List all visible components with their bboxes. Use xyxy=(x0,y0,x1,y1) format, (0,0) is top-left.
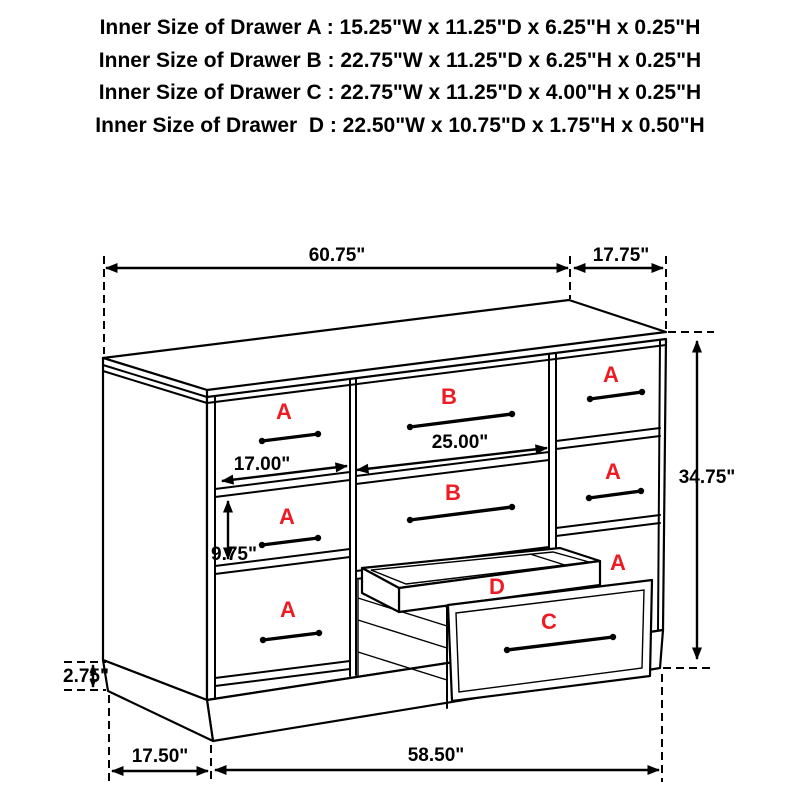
drawer-a3-left-label: A xyxy=(280,597,296,622)
drawer-a3-right-label: A xyxy=(610,550,626,575)
drawer-a2-right-label: A xyxy=(605,459,621,484)
base-height-value: 2.75" xyxy=(63,666,109,687)
inner-size-line-drawer-c: Inner Size of Drawer C : 22.75"W x 11.25"D x 4.00"H x 0.25"H xyxy=(98,81,702,104)
dresser-drawing xyxy=(103,300,666,741)
drawer-a1-right-label: A xyxy=(603,362,619,387)
drawer-b2-label: B xyxy=(445,480,461,505)
drawer-b-width-value: 25.00" xyxy=(431,432,489,453)
inner-size-line-drawer-a: Inner Size of Drawer A : 15.25"W x 11.25"D x 6.25"H x 0.25"H xyxy=(99,16,701,39)
inner-size-line-drawer-b: Inner Size of Drawer B : 22.75"W x 11.25"D x 6.25"H x 0.25"H xyxy=(98,48,702,72)
base-depth-value: 17.50" xyxy=(131,746,189,767)
drawer-d-label: D xyxy=(489,574,505,599)
depth-value: 17.75" xyxy=(592,245,650,266)
drawer-a1-left-label: A xyxy=(276,399,292,424)
overall-height-value: 34.75" xyxy=(678,467,736,488)
overall-width-value: 60.75" xyxy=(308,245,366,266)
drawer-a-height-value: 9.75" xyxy=(211,544,257,565)
inner-size-line-drawer-d: Inner Size of Drawer D : 22.50"W x 10.75"D x 1.75"H x 0.50"H xyxy=(95,113,705,137)
drawer-a-width-value: 17.00" xyxy=(233,454,291,475)
drawer-b1-label: B xyxy=(441,384,457,409)
base-width-value: 58.50" xyxy=(407,745,465,766)
drawer-c-label: C xyxy=(541,609,557,634)
drawer-a2-left-label: A xyxy=(279,504,295,529)
dresser-left-side-panel xyxy=(103,358,207,700)
